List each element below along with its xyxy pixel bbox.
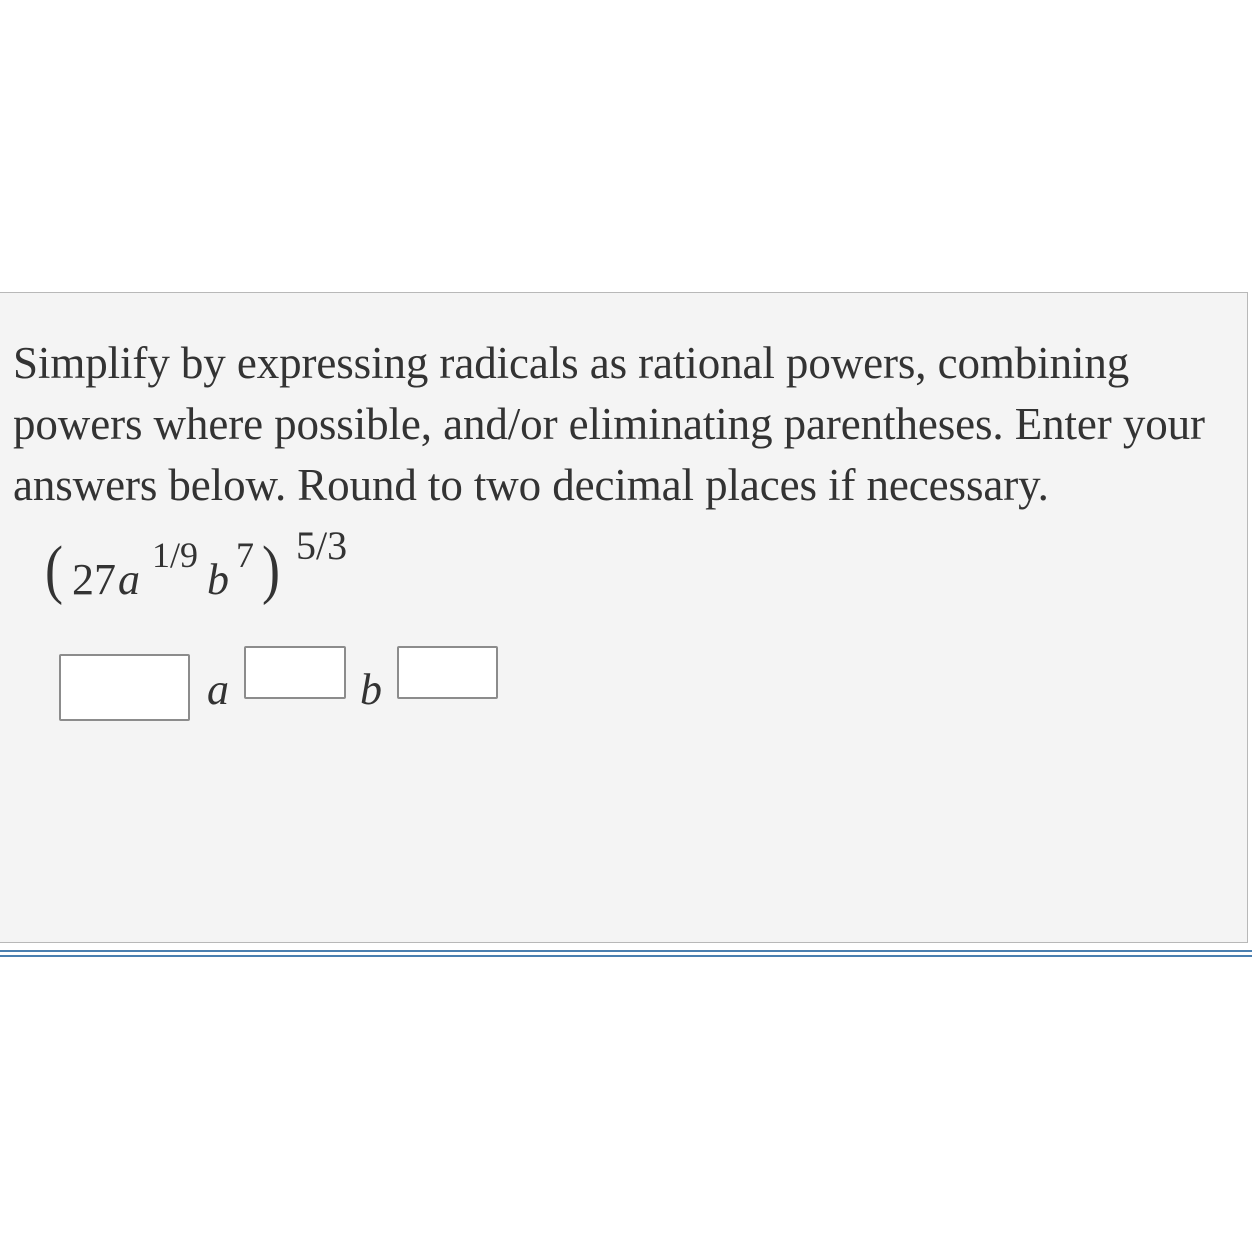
expression-exponent-b: 7 [236, 535, 254, 575]
expression-outer-exponent: 5/3 [296, 523, 348, 568]
math-expression [0, 523, 420, 630]
close-parenthesis: ) [262, 533, 281, 606]
coefficient-answer-input[interactable] [59, 654, 190, 721]
divider-line-top [0, 950, 1252, 952]
b-exponent-answer-input[interactable] [397, 646, 498, 699]
answer-variable-a: a [207, 665, 229, 714]
a-exponent-answer-input[interactable] [244, 646, 346, 699]
expression-exponent-a: 1/9 [152, 535, 199, 575]
question-prompt: Simplify by expressing radicals as rational powers, combining powers where possible, and/or eliminating parentheses. Enter your answers below. Round to two decimal places if necessary. [13, 338, 1205, 510]
expression-variable-a: a [118, 555, 140, 604]
expression-coefficient: 27 [72, 555, 116, 604]
divider-line-bottom [0, 955, 1252, 957]
expression-variable-b: b [207, 555, 229, 604]
answer-variable-b: b [360, 665, 382, 714]
open-parenthesis: ( [45, 533, 64, 606]
